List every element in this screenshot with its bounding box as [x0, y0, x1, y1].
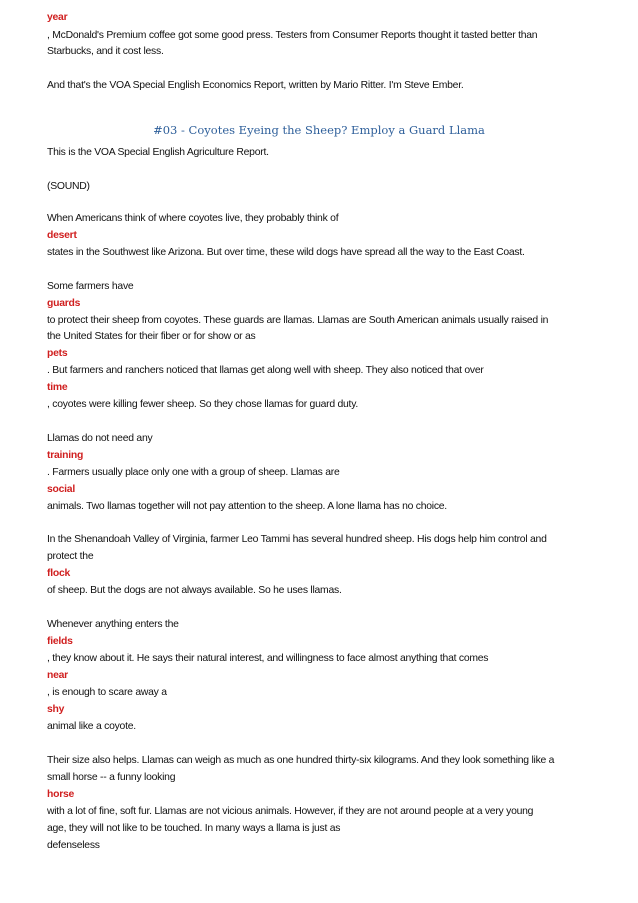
text-line: animal like a coyote.	[47, 721, 136, 732]
keyword-near: near	[47, 670, 68, 681]
text-line: , is enough to scare away a	[47, 687, 167, 698]
text-line: , they know about it. He says their natural interest, and willingness to face almost anything that comes	[47, 653, 489, 664]
keyword-horse: horse	[47, 789, 75, 800]
text-line: (SOUND)	[47, 181, 90, 192]
text-line: protect the	[47, 551, 94, 562]
section-title: #03 - Coyotes Eyeing the Sheep? Employ a Guard Llama	[153, 123, 485, 137]
text-line: Starbucks, and it cost less.	[47, 46, 164, 57]
text-line: Their size also helps. Llamas can weigh as much as one hundred thirty-six kilograms. And they look something like a	[47, 755, 555, 766]
text-line: And that's the VOA Special English Economics Report, written by Mario Ritter. I'm Steve Ember.	[47, 80, 464, 91]
text-line: This is the VOA Special English Agriculture Report.	[47, 147, 269, 158]
keyword-guards: guards	[47, 298, 81, 309]
text-line: In the Shenandoah Valley of Virginia, farmer Leo Tammi has several hundred sheep. His dogs help him control and	[47, 534, 547, 545]
text-line: , coyotes were killing fewer sheep. So they chose llamas for guard duty.	[47, 399, 359, 410]
text-line: defenseless	[47, 840, 100, 851]
text-line: the United States for their fiber or for show or as	[47, 331, 256, 342]
text-line: small horse -- a funny looking	[47, 772, 176, 783]
text-line: . Farmers usually place only one with a group of sheep. Llamas are	[47, 467, 340, 478]
keyword-shy: shy	[47, 704, 65, 715]
text-line: Whenever anything enters the	[47, 619, 179, 630]
keyword-training: training	[47, 450, 84, 461]
text-line: animals. Two llamas together will not pay attention to the sheep. A lone llama has no choice.	[47, 501, 447, 512]
keyword-social: social	[47, 484, 75, 495]
text-line: states in the Southwest like Arizona. But over time, these wild dogs have spread all the way to the East Coast.	[47, 247, 525, 258]
text-line: , McDonald's Premium coffee got some good press. Testers from Consumer Reports thought it tasted better than	[47, 30, 538, 41]
keyword-flock: flock	[47, 568, 71, 579]
text-line: with a lot of fine, soft fur. Llamas are not vicious animals. However, if they are not around people at a very young	[47, 806, 534, 817]
keyword-year: year	[47, 12, 68, 23]
keyword-fields: fields	[47, 636, 73, 647]
text-line: When Americans think of where coyotes live, they probably think of	[47, 213, 339, 224]
keyword-pets: pets	[47, 348, 68, 359]
text-line: . But farmers and ranchers noticed that llamas get along well with sheep. They also noticed that over	[47, 365, 484, 376]
text-line: Some farmers have	[47, 281, 134, 292]
text-line: Llamas do not need any	[47, 433, 153, 444]
text-line: to protect their sheep from coyotes. These guards are llamas. Llamas are South American animals usually raised in	[47, 315, 549, 326]
keyword-time: time	[47, 382, 68, 393]
text-line: age, they will not like to be touched. In many ways a llama is just as	[47, 823, 341, 834]
keyword-desert: desert	[47, 230, 77, 241]
text-line: of sheep. But the dogs are not always available. So he uses llamas.	[47, 585, 342, 596]
